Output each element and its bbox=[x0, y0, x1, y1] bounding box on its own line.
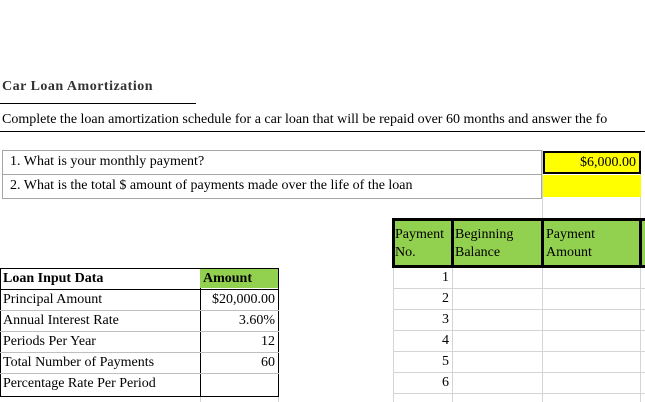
interest-rate-label-cell[interactable] bbox=[1, 312, 199, 331]
question-2 bbox=[10, 177, 540, 197]
periods-value: 12 bbox=[261, 334, 275, 349]
rate-per-period-value-cell[interactable] bbox=[201, 375, 278, 395]
payment-no-cell[interactable] bbox=[393, 332, 452, 351]
header-beginning-balance-line1: Beginning bbox=[455, 227, 514, 242]
header-beginning-balance[interactable] bbox=[455, 226, 541, 266]
rate-per-period-label: Percentage Rate Per Period bbox=[3, 376, 156, 391]
question-2-text: 2. What is the total $ amount of payments made over the life of the loan bbox=[10, 178, 413, 193]
principal-label-cell[interactable] bbox=[1, 291, 199, 310]
payment-no-cell[interactable] bbox=[393, 290, 452, 309]
interest-rate-value: 3.60% bbox=[238, 313, 275, 328]
header-payment-no[interactable] bbox=[395, 226, 451, 266]
instruction-rule bbox=[0, 131, 645, 132]
instruction-text: Complete the loan amortization schedule for a car loan that will be repaid over 60 months and answer the fo bbox=[2, 112, 608, 127]
payment-no-cell[interactable] bbox=[393, 353, 452, 372]
input-header-value[interactable] bbox=[201, 270, 277, 289]
periods-label: Periods Per Year bbox=[3, 334, 96, 349]
rate-per-period-label-cell[interactable] bbox=[1, 375, 199, 395]
payment-no-cell[interactable] bbox=[393, 311, 452, 330]
total-payments-value: 60 bbox=[261, 355, 275, 370]
payment-no-cell[interactable] bbox=[393, 269, 452, 288]
question-1 bbox=[10, 153, 540, 173]
payment-no-value: 3 bbox=[442, 312, 449, 327]
interest-rate-value-cell[interactable] bbox=[201, 312, 278, 331]
payment-no-value: 4 bbox=[442, 333, 449, 348]
payment-no-cell[interactable] bbox=[393, 374, 452, 393]
header-payment-amount-line2: Amount bbox=[546, 245, 592, 260]
answer-2-cell[interactable] bbox=[543, 175, 641, 197]
answer-1-value: $6,000.00 bbox=[580, 155, 636, 170]
total-payments-value-cell[interactable] bbox=[201, 354, 278, 373]
payment-no-value: 2 bbox=[442, 291, 449, 306]
header-beginning-balance-line2: Balance bbox=[455, 245, 501, 260]
header-payment-no-line1: Payment bbox=[395, 227, 444, 242]
question-1-text: 1. What is your monthly payment? bbox=[10, 154, 205, 169]
header-payment-amount[interactable] bbox=[546, 226, 639, 266]
input-header-value-text: Amount bbox=[203, 271, 253, 286]
interest-rate-label: Annual Interest Rate bbox=[3, 313, 119, 328]
header-payment-no-line2: No. bbox=[395, 245, 416, 260]
total-payments-label-cell[interactable] bbox=[1, 354, 199, 373]
total-payments-label: Total Number of Payments bbox=[3, 355, 155, 370]
payment-no-value: 6 bbox=[442, 375, 449, 390]
periods-value-cell[interactable] bbox=[201, 333, 278, 352]
input-header-label[interactable] bbox=[1, 270, 199, 289]
principal-value-cell[interactable] bbox=[201, 291, 278, 310]
periods-label-cell[interactable] bbox=[1, 333, 199, 352]
principal-label: Principal Amount bbox=[3, 292, 103, 307]
title-underline bbox=[0, 103, 196, 104]
sheet-title-partial: Car Loan Amortization bbox=[2, 79, 154, 94]
answer-1-cell[interactable] bbox=[543, 151, 641, 174]
header-payment-amount-line1: Payment bbox=[546, 227, 595, 242]
payment-no-value: 5 bbox=[442, 354, 449, 369]
input-header-label-text: Loan Input Data bbox=[3, 271, 104, 286]
principal-value: $20,000.00 bbox=[212, 292, 275, 307]
instruction-cell[interactable] bbox=[0, 111, 645, 131]
payment-no-value: 1 bbox=[442, 270, 449, 285]
